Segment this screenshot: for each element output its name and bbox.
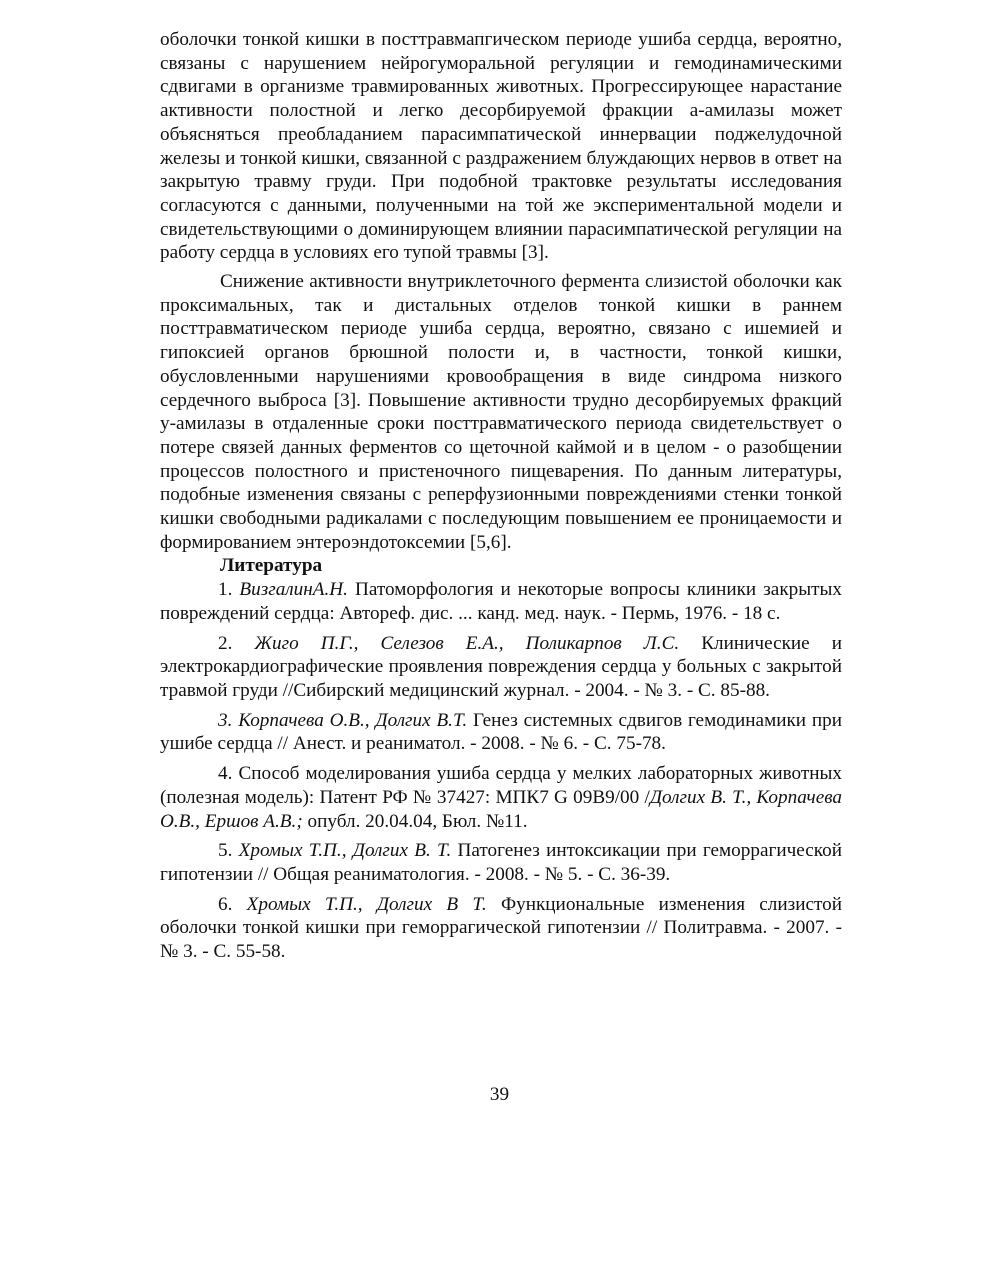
reference-number: 1. [218, 579, 240, 601]
page-content [160, 28, 842, 964]
reference-authors: Жиго П.Г., Селезов Е.А., Поликарпов Л.С. [254, 632, 680, 654]
reference-title: Функциональные изменения слизистой оболочки тонкой кишки при геморрагической гипотензии // Политравма. - 2007. - № 3. - С. 55-58. [160, 893, 843, 963]
reference-number: 6. [218, 893, 247, 915]
reference-tail: опубл. 20.04.04, Бюл. №11. [302, 810, 528, 832]
reference-title: Патоморфология и некоторые вопросы клиники закрытых повреждений сердца: Автореф. дис. ... канд. мед. наук. - Пермь, 1976. - 18 с. [160, 579, 842, 624]
page-number: 39 [489, 1084, 510, 1105]
reference-authors: Корпачева О.В., Долгих В.Т. [238, 709, 468, 731]
reference-title: Способ моделирования ушиба сердца у мелких лабораторных животных (полезная модель): Патент РФ № 37427: МПК7 G 09В9/00 / [160, 763, 843, 808]
reference-title: Клинические и электрокардиографические проявления повреждения сердца у больных с закрытой травмой груди //Сибирский медицинский журнал. - 2004. - № 3. - С. 85-88. [160, 632, 842, 701]
reference-title: Генез системных сдвигов гемодинамики при ушибе сердца // Анест. и реаниматол. - 2008. - № 6. - С. 75-78. [160, 709, 843, 755]
reference-item-2 [160, 632, 842, 703]
reference-title: Патогенез интоксикации при геморрагической гипотензии // Общая реаниматология. - 2008. - № 5. - С. 36-39. [160, 840, 842, 885]
reference-authors: ВизгалинА.Н. [239, 579, 348, 601]
reference-item-3 [160, 709, 842, 756]
body-paragraph-1: оболочки тонкой кишки в посттравмапгическом периоде ушиба сердца, вероятно, связаны с нарушением нейрогуморальной регуляции и гемодинамическими сдвигами в организме травмированных животных. Прогрессирующее нарастание активности полостной и легко десорбируемой фракции а-амилазы может объясняться преобладанием парасимпатической иннервации поджелудочной железы и тонкой кишки, связанной с раздражением блуждающих нервов в ответ на закрытую травму груди. При подобной трактовке результаты исследования согласуются с данными, полученными на той же экспериментальной модели и свидетельствующими о доминирующем влиянии парасимпатической регуляции на работу сердца в условиях его тупой травмы [3]. [160, 29, 842, 264]
body-paragraph-2: Снижение активности внутриклеточного фермента слизистой оболочки как проксимальных, так и дистальных отделов тонкой кишки в раннем посттравматическом периоде ушиба сердца, вероятно, связано с ишемией и гипоксией органов брюшной полости и, в частности, тонкой кишки, обусловленными нарушениями кровообращения в виде синдрома низкого сердечного выброса [3]. Повышение активности трудно десорбируемых фракций у-амилазы в отдаленные сроки посттравматического периода свидетельствует о потере связей данных ферментов со щеточной каймой и в целом - о разобщении процессов полостного и пристеночного пищеварения. По данным литературы, подобные изменения связаны с реперфузионными повреждениями стенки тонкой кишки свободными радикалами с последующим повышением ее проницаемости и формированием энтероэндотоксемии [5,6]. [160, 271, 842, 553]
references-heading: Литература [220, 555, 323, 577]
reference-item-6 [160, 893, 842, 964]
reference-authors: Хромых Т.П., Долгих В. Т. [238, 840, 452, 862]
reference-number: 4. [218, 763, 239, 785]
reference-authors: Долгих В. Т., Корпачева О.В., Ершов А.В.; [160, 786, 843, 832]
reference-item-1 [160, 578, 842, 625]
reference-item-5 [160, 839, 842, 886]
reference-number: 2. [218, 632, 255, 654]
references-list [160, 578, 842, 964]
reference-number: 3. [218, 709, 239, 731]
reference-number: 5. [218, 840, 239, 862]
reference-item-4 [160, 762, 842, 833]
reference-authors: Хромых Т.П., Долгих В Т. [246, 893, 487, 915]
